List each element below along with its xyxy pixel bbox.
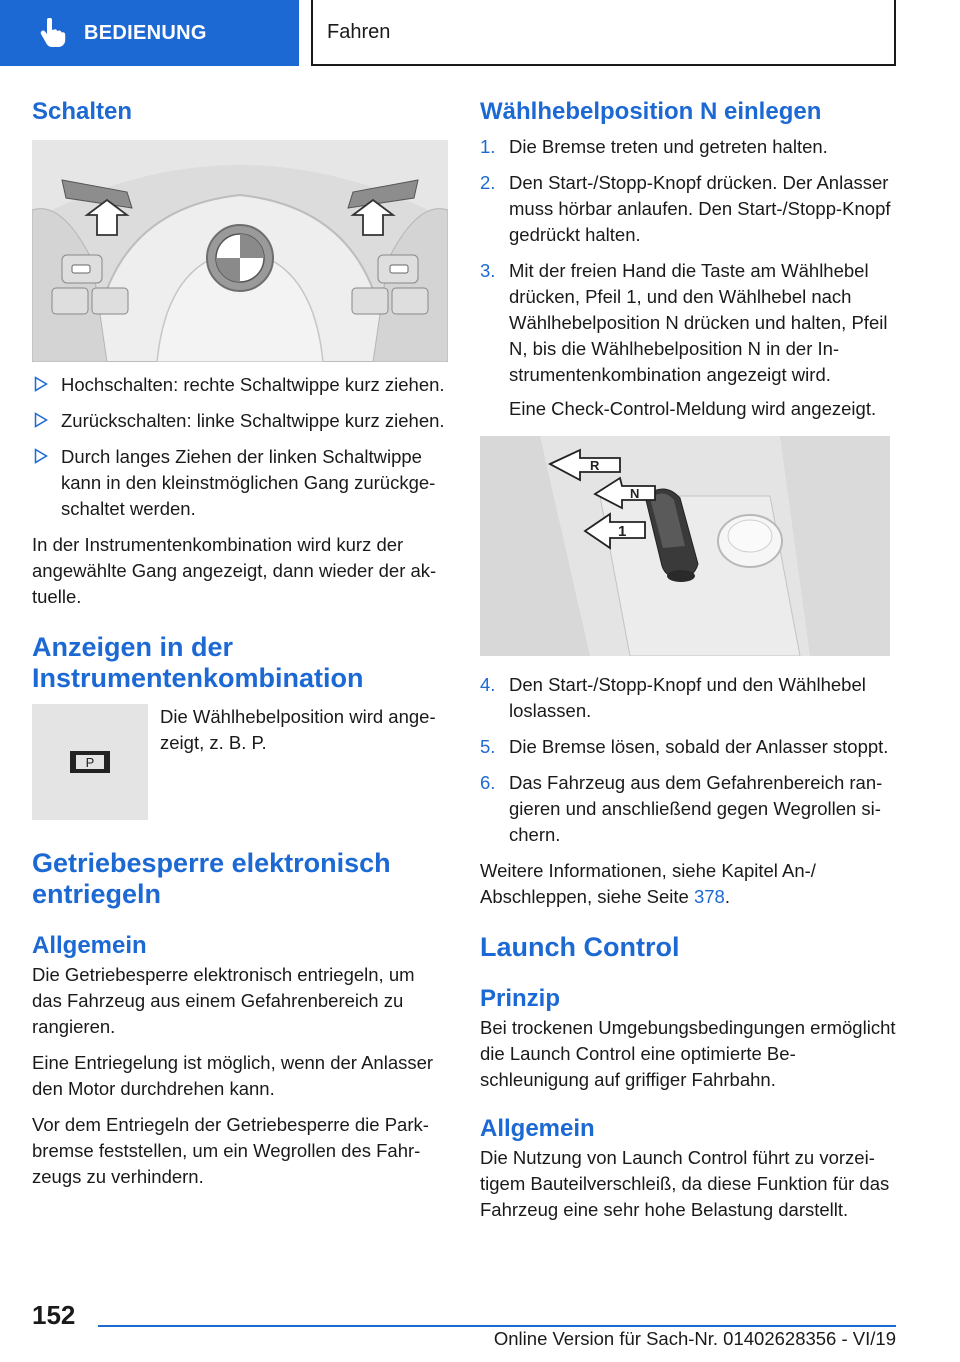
allgemein-heading: Allgemein: [32, 932, 147, 959]
list-item: [480, 134, 896, 160]
triangle-bullet-icon: [34, 448, 48, 464]
list-item: [32, 444, 448, 522]
allgemein-paragraph: Die Getriebesperre elektronisch entriegeln, um das Fahrzeug aus einem Gefahrenbereich zu rangieren.: [32, 964, 415, 1037]
page-link[interactable]: 378: [693, 886, 725, 907]
chapter-header: [311, 0, 896, 66]
list-item: [480, 170, 896, 248]
bullet-text: Zurückschalten: linke Schaltwippe kurz ziehen.: [61, 410, 445, 431]
more-info-paragraph: [480, 858, 896, 910]
gear-label-1: 1: [618, 523, 627, 540]
left-column: [32, 98, 448, 1200]
triangle-bullet-icon: [34, 376, 48, 392]
park-indicator-icon: P: [70, 751, 110, 773]
gear-selector-illustration: [480, 436, 890, 656]
schalten-heading: Schalten: [32, 98, 133, 125]
gear-label-r: R: [590, 458, 600, 473]
allgemein-paragraph: Eine Entriegelung ist möglich, wenn der Anlasser den Motor durchdrehen kann.: [32, 1052, 434, 1099]
list-item: [480, 734, 896, 760]
gear-label-n: N: [630, 486, 640, 501]
step-number: 5.: [480, 736, 496, 757]
chapter-label: Fahren: [327, 20, 391, 43]
step-number: 2.: [480, 172, 496, 193]
step-text: Den Start-/Stopp-Knopf drücken. Der Anlasser muss hörbar anlaufen. Den Start-/Stopp-Knopf gedrückt halten.: [509, 172, 891, 245]
anzeigen-heading: Anzeigen in der Instrumentenkombination: [32, 632, 364, 693]
n-heading: Wählhebelposition N einlegen: [480, 98, 822, 125]
prinzip-heading: Prinzip: [480, 985, 561, 1012]
step-text: Das Fahrzeug aus dem Gefahrenbereich rangieren und anschließend gegen Wegrollen sichern.: [509, 772, 883, 845]
bullet-text: Durch langes Ziehen der linken Schaltwippe kann in den kleinstmöglichen Gang zurückgeschaltet werden.: [61, 446, 436, 519]
bullet-text: Hochschalten: rechte Schaltwippe kurz ziehen.: [61, 374, 445, 395]
step-number: 1.: [480, 136, 496, 157]
steps-list-a: [480, 134, 896, 422]
anzeigen-block: [32, 704, 448, 820]
page-number: 152: [32, 1300, 76, 1330]
allgemein-paragraph: Vor dem Entriegeln der Getriebesperre die Parkbremse feststellen, um ein Wegrollen des Fahrzeugs zu verhindern.: [32, 1114, 429, 1187]
triangle-bullet-icon: [34, 412, 48, 428]
section-tab[interactable]: [0, 0, 299, 66]
list-item: [480, 258, 896, 422]
display-illustration: [32, 704, 148, 820]
list-item: [480, 672, 896, 724]
getriebe-heading: Getriebesperre elektronisch entriegeln: [32, 848, 391, 909]
hand-pointer-icon: [38, 18, 66, 48]
step-number: 4.: [480, 674, 496, 695]
footer-divider: [98, 1325, 896, 1327]
footer-online-version: Online Version für Sach-Nr. 01402628356 - VI/19: [493, 1328, 896, 1349]
list-item: [480, 770, 896, 848]
steps-list-b: [480, 672, 896, 848]
prinzip-paragraph: Bei trockenen Umgebungsbedingungen ermöglicht die Launch Control eine optimierte Beschleunigung auf griffiger Fahrbahn.: [480, 1017, 896, 1090]
more-info-text: Weitere Informationen, siehe Kapitel An-/ Abschleppen, siehe Seite: [480, 860, 816, 907]
step-text: Mit der freien Hand die Taste am Wählhebel drücken, Pfeil 1, und den Wählhebel nach Wählhebelposition N drücken und halten, Pfeil N, bis die Wählhebelposition N in der Instrumentenkombination angezeigt wird.: [509, 260, 888, 385]
right-column: [480, 98, 896, 1233]
step-number: 3.: [480, 260, 496, 281]
step-text: Die Bremse lösen, sobald der Anlasser stoppt.: [509, 736, 889, 757]
list-item: [32, 408, 448, 434]
more-info-end: .: [724, 886, 730, 907]
steering-wheel-illustration: [32, 140, 448, 362]
allgemein-paragraph-right: Die Nutzung von Launch Control führt zu vorzeitigem Bauteilverschleiß, da diese Funktion für das Fahrzeug eine sehr hohe Belastung darstellt.: [480, 1147, 890, 1220]
section-label: BEDIENUNG: [84, 21, 207, 44]
step-number: 6.: [480, 772, 496, 793]
shift-bullet-list: [32, 372, 448, 522]
step-text: Den Start-/Stopp-Knopf und den Wählhebel loslassen.: [509, 674, 866, 721]
step-text: Die Bremse treten und getreten halten.: [509, 136, 828, 157]
list-item: [32, 372, 448, 398]
schalten-paragraph: In der Instrumentenkombination wird kurz der angewählte Gang angezeigt, dann wieder der aktuelle.: [32, 534, 437, 607]
launch-heading: Launch Control: [480, 932, 680, 962]
allgemein-heading-right: Allgemein: [480, 1115, 595, 1142]
step-subtext: Eine Check-Control-Meldung wird angezeigt.: [509, 398, 877, 419]
anzeigen-text: Die Wählhebelposition wird angezeigt, z. B. P.: [160, 706, 436, 753]
